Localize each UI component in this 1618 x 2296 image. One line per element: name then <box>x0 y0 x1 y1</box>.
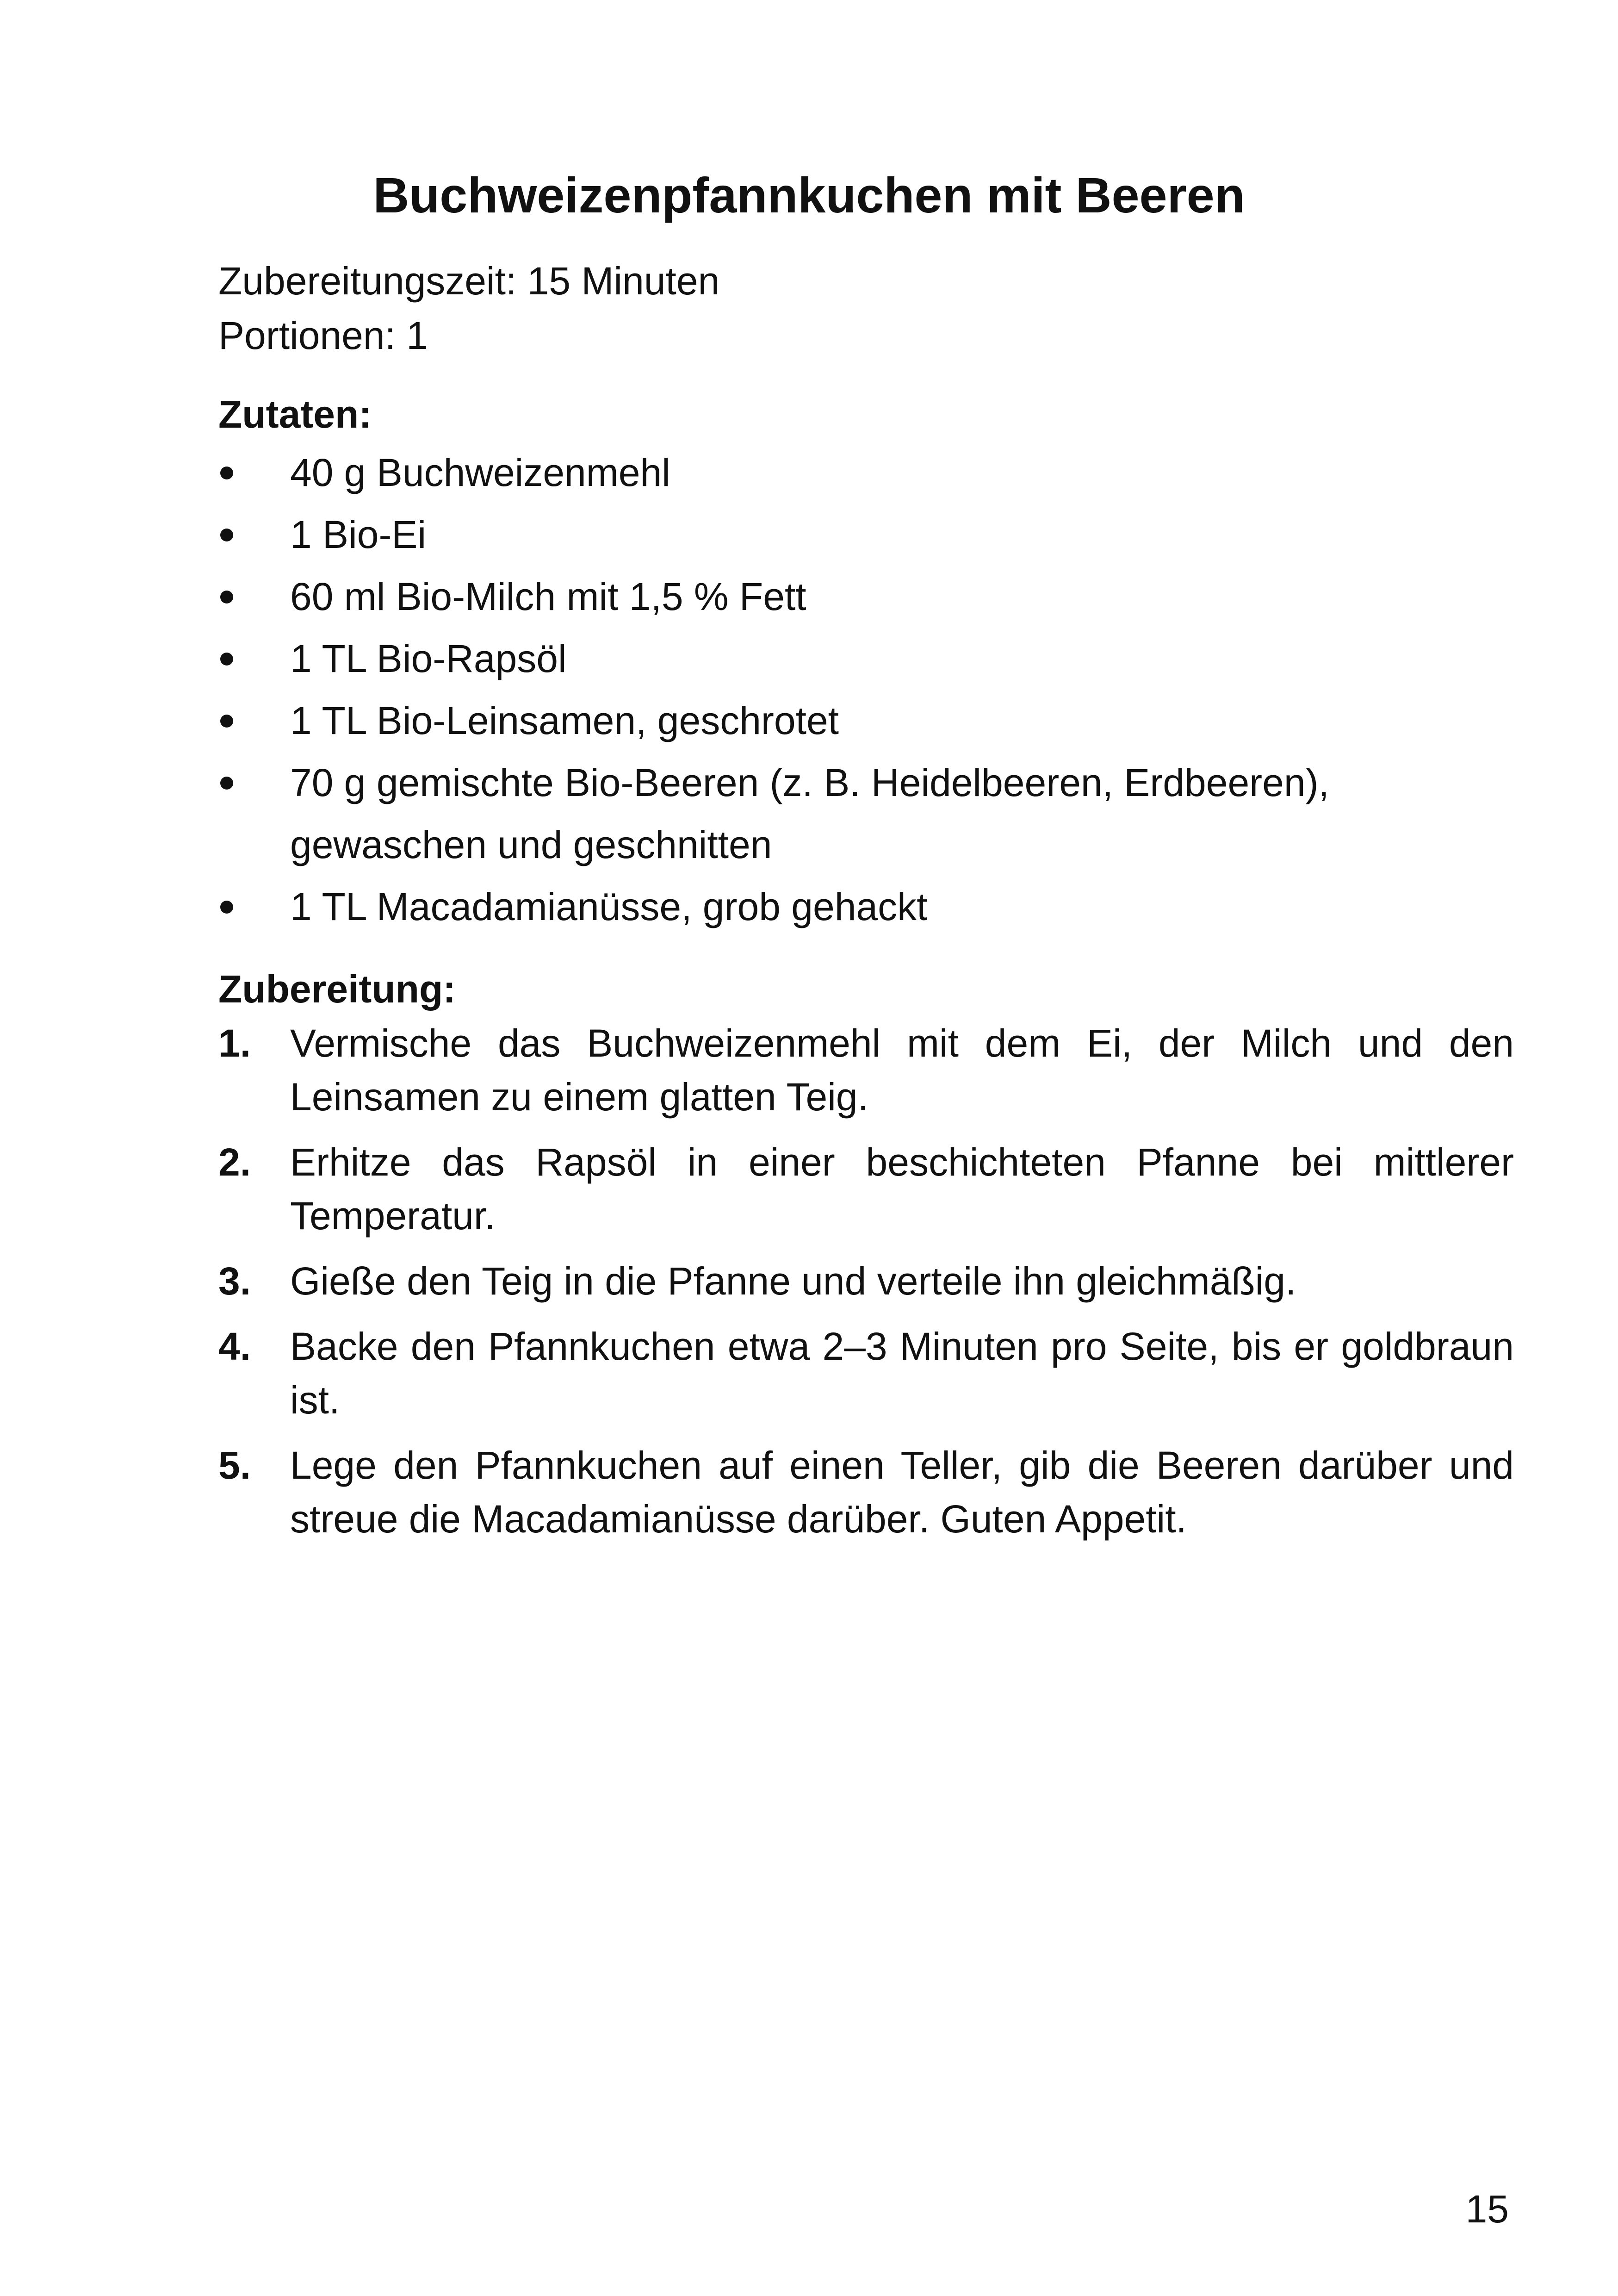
ingredient-text: 1 TL Macadamianüsse, grob gehackt <box>290 885 928 928</box>
step-text: Erhitze das Rapsöl in einer beschichteten Pfanne bei mittlerer Temperatur. <box>290 1140 1514 1238</box>
ingredient-item <box>218 876 1514 938</box>
ingredient-item <box>218 566 1514 628</box>
ingredient-text: 1 TL Bio-Leinsamen, geschrotet <box>290 699 839 742</box>
step-item <box>218 1319 1514 1427</box>
ingredient-text: 1 TL Bio-Rapsöl <box>290 637 567 680</box>
servings: Portionen: 1 <box>218 314 428 357</box>
recipe-body <box>218 254 1514 1557</box>
bullet-icon <box>220 715 233 728</box>
ingredient-text: 1 Bio-Ei <box>290 513 427 556</box>
ingredient-item <box>218 504 1514 566</box>
recipe-title: Buchweizenpfannkuchen mit Beeren <box>373 167 1245 223</box>
page-number: 15 <box>1465 2187 1509 2231</box>
step-number: 2. <box>218 1140 251 1184</box>
steps-list <box>218 1016 1514 1546</box>
bullet-icon <box>220 591 233 604</box>
ingredients-heading: Zutaten: <box>218 392 372 436</box>
ingredient-text: 40 g Buchweizenmehl <box>290 451 670 494</box>
step-item <box>218 1135 1514 1243</box>
ingredient-item <box>218 628 1514 690</box>
ingredient-item <box>218 690 1514 752</box>
prep-time: Zubereitungszeit: 15 Minuten <box>218 259 720 303</box>
bullet-icon <box>220 467 233 479</box>
step-text: Gieße den Teig in die Pfanne und verteile ihn gleichmäßig. <box>290 1259 1296 1303</box>
step-text: Backe den Pfannkuchen etwa 2–3 Minuten pro Seite, bis er goldbraun ist. <box>290 1325 1514 1422</box>
bullet-icon <box>220 529 233 541</box>
step-item <box>218 1254 1514 1308</box>
step-number: 5. <box>218 1444 251 1487</box>
step-number: 4. <box>218 1325 251 1368</box>
ingredient-item <box>218 442 1514 504</box>
bullet-icon <box>220 777 233 790</box>
ingredient-text: 60 ml Bio-Milch mit 1,5 % Fett <box>290 575 806 618</box>
ingredient-text: 70 g gemischte Bio-Beeren (z. B. Heidelbeeren, Erdbeeren), gewaschen und geschnitten <box>290 761 1329 866</box>
steps-heading: Zubereitung: <box>218 967 456 1011</box>
ingredients-list <box>218 442 1514 938</box>
ingredient-item <box>218 752 1514 876</box>
step-number: 3. <box>218 1259 251 1303</box>
bullet-icon <box>220 653 233 666</box>
bullet-icon <box>220 901 233 914</box>
step-item <box>218 1016 1514 1124</box>
step-item <box>218 1438 1514 1546</box>
step-number: 1. <box>218 1021 251 1065</box>
step-text: Lege den Pfannkuchen auf einen Teller, gib die Beeren darüber und streue die Macadamianüsse darüber. Guten Appetit. <box>290 1444 1514 1541</box>
step-text: Vermische das Buchweizenmehl mit dem Ei, der Milch und den Leinsamen zu einem glatten Teig. <box>290 1021 1514 1119</box>
